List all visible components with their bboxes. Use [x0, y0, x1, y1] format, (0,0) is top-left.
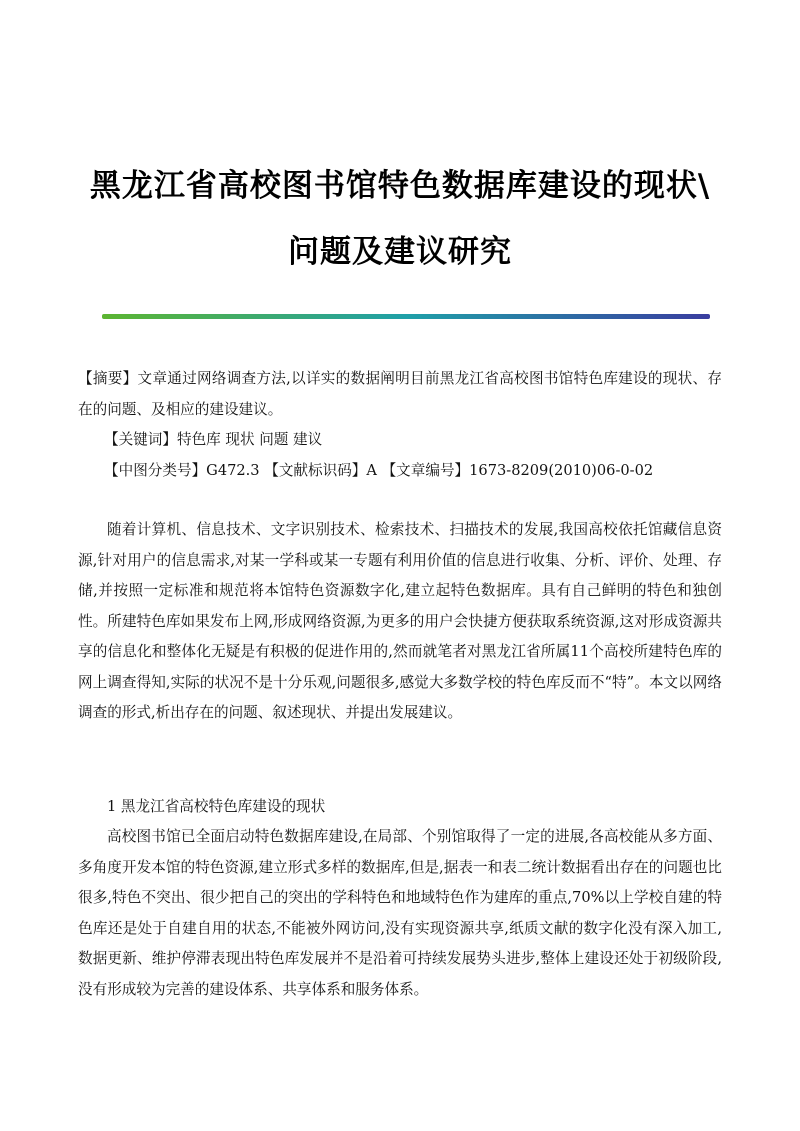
- intro-paragraph: 随着计算机、信息技术、文字识别技术、检索技术、扫描技术的发展,我国高校依托馆藏信息资源,针对用户的信息需求,对某一学科或某一专题有利用价值的信息进行收集、分析、评价、处理、存储,并按照一定标准和规范将本馆特色资源数字化,建立起特色数据库。具有自己鲜明的特色和独创性。所建特色库如果发布上网,形成网络资源,为更多的用户会快捷方便获取系统资源,这对形成资源共享的信息化和整体化无疑是有积极的促进作用的,然而就笔者对黑龙江省所属11个高校所建特色库的网上调查得知,实际的状况不是十分乐观,问题很多,感觉大多数学校的特色库反而不“特”。本文以网络调查的形式,析出存在的问题、叙述现状、并提出发展建议。: [78, 521, 722, 721]
- section-1-paragraph: 高校图书馆已全面启动特色数据库建设,在局部、个别馆取得了一定的进展,各高校能从多方面、多角度开发本馆的特色资源,建立形式多样的数据库,但是,据表一和表二统计数据看出存在的问题也比很多,特色不突出、很少把自己的突出的学科特色和地域特色作为建库的重点,70%以上学校自建的特色库还是处于自建自用的状态,不能被外网访问,没有实现资源共享,纸质文献的数字化没有深入加工,数据更新、维护停滞表现出特色库发展并不是沿着可持续发展势头进步,整体上建设还处于初级阶段,没有形成较为完善的建设体系、共享体系和服务体系。: [78, 828, 722, 998]
- abstract-paragraph: 【摘要】文章通过网络调查方法,以详实的数据阐明目前黑龙江省高校图书馆特色库建设的现状、存在的问题、及相应的建设建议。: [78, 370, 722, 418]
- document-title-line-1: 黑龙江省高校图书馆特色数据库建设的现状\: [89, 168, 711, 204]
- keywords-line: 【关键词】特色库 现状 问题 建议: [104, 431, 323, 448]
- classification-line: 【中图分类号】G472.3 【文献标识码】A 【文章编号】1673-8209(2010)06-0-02: [104, 462, 654, 479]
- title-divider-rule: [102, 314, 710, 319]
- section-1-heading: 1 黑龙江省高校特色库建设的现状: [107, 798, 326, 815]
- document-title-line-2: 问题及建议研究: [288, 234, 512, 270]
